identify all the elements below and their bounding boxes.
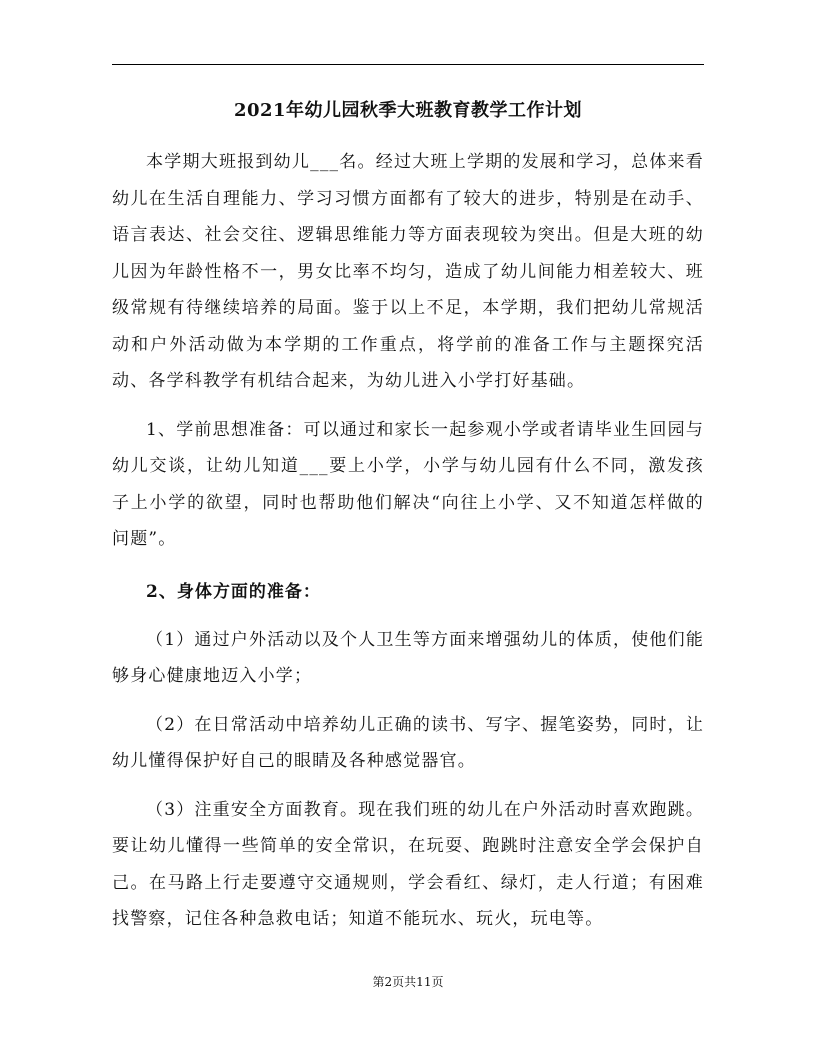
page-number-footer: 第2页共11页 xyxy=(372,975,444,989)
document-title: 2021年幼儿园秋季大班教育教学工作计划 xyxy=(233,100,583,121)
section-heading-2: 2、身体方面的准备： xyxy=(146,581,321,602)
sub-item-3-paragraph: （3）注重安全方面教育。现在我们班的幼儿在户外活动时喜欢跑跳。要让幼儿懂得一些简单的安全常识，在玩耍、跑跳时注意安全学会保护自己。在马路上行走要遵守交通规则，学会看红、绿灯，走人行道；有困难找警察，记住各种急救电话；知道不能玩水、玩火，玩电等。 xyxy=(112,799,705,929)
sub-item-1-paragraph: （1）通过户外活动以及个人卫生等方面来增强幼儿的体质，使他们能够身心健康地迈入小学； xyxy=(112,629,705,686)
item-1-paragraph: 1、学前思想准备：可以通过和家长一起参观小学或者请毕业生回园与幼儿交谈，让幼儿知道___要上小学，小学与幼儿园有什么不同，激发孩子上小学的欲望，同时也帮助他们解决“向往上小学、又不知道怎样做的问题”。 xyxy=(112,419,705,549)
header-rule xyxy=(112,64,704,65)
document-body xyxy=(112,144,704,938)
intro-paragraph: 本学期大班报到幼儿___名。经过大班上学期的发展和学习，总体来看幼儿在生活自理能力、学习习惯方面都有了较大的进步，特别是在动手、语言表达、社会交往、逻辑思维能力等方面表现较为突出。但是大班的幼儿因为年龄性格不一，男女比率不均匀，造成了幼儿间能力相差较大、班级常规有待继续培养的局面。鉴于以上不足，本学期，我们把幼儿常规活动和户外活动做为本学期的工作重点，将学前的准备工作与主题探究活动、各学科教学有机结合起来，为幼儿进入小学打好基础。 xyxy=(112,152,704,391)
sub-item-2-paragraph: （2）在日常活动中培养幼儿正确的读书、写字、握笔姿势，同时，让幼儿懂得保护好自己的眼睛及各种感觉器官。 xyxy=(112,714,705,771)
